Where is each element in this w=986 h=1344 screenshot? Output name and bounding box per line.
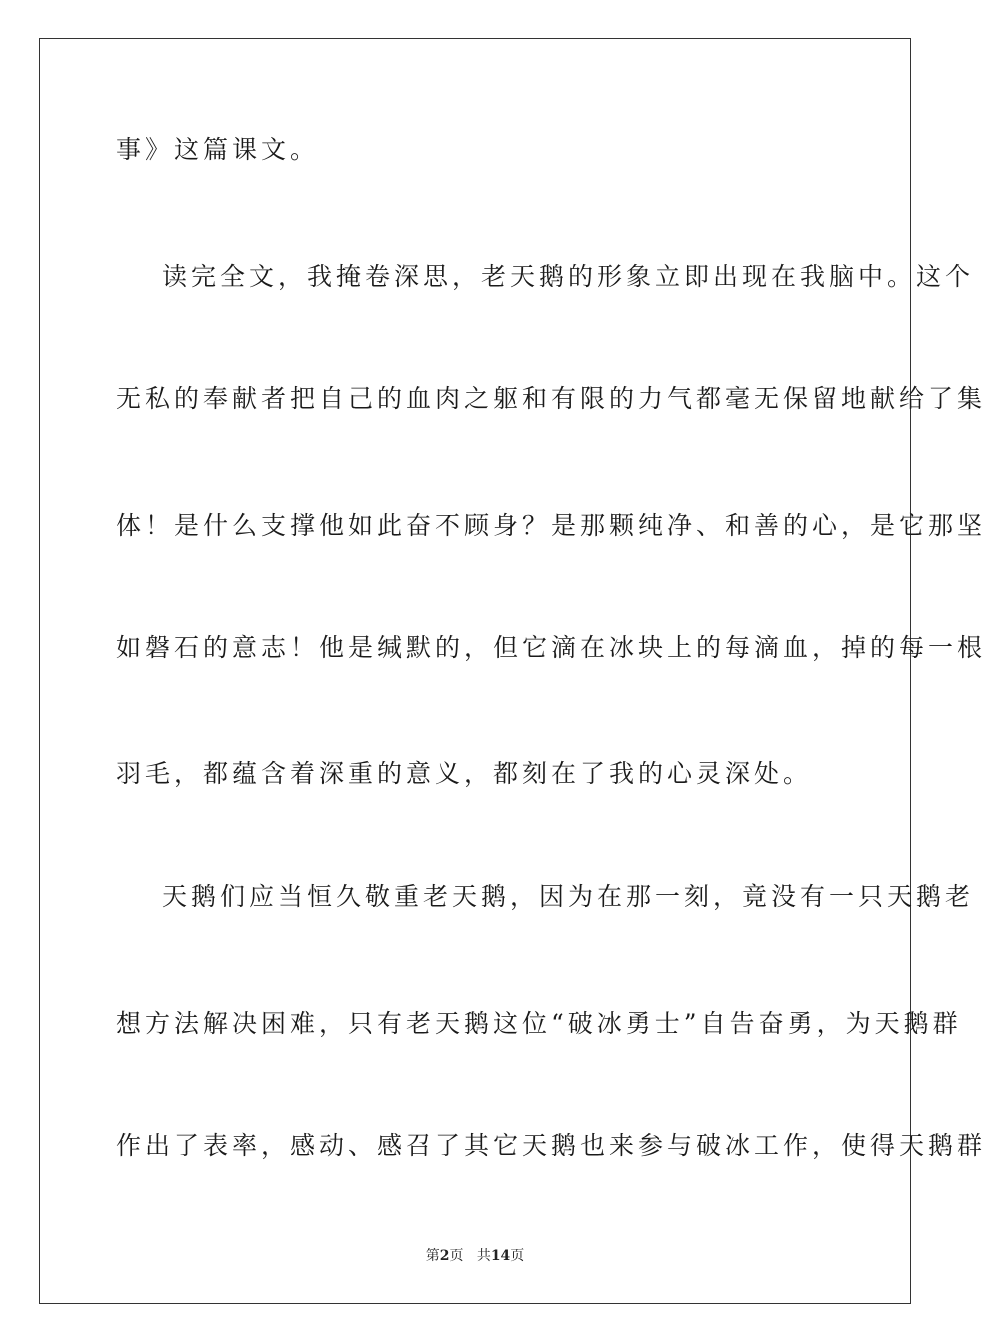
text-line-1: 事》这篇课文。	[116, 135, 320, 164]
page-prefix: 第	[425, 1248, 440, 1264]
text-line-6: 羽毛，都蕴含着深重的意义，都刻在了我的心灵深处。	[116, 759, 813, 788]
text-line-7: 天鹅们应当恒久敬重老天鹅，因为在那一刻，竟没有一只天鹅老	[162, 882, 975, 911]
total-prefix: 共	[476, 1248, 491, 1264]
total-pages: 14	[490, 1248, 511, 1264]
text-line-3: 无私的奉献者把自己的血肉之躯和有限的力气都毫无保留地献给了集	[116, 384, 986, 413]
page-suffix: 页	[449, 1248, 464, 1264]
page-border	[39, 38, 986, 1304]
text-line-2: 读完全文，我掩卷深思，老天鹅的形象立即出现在我脑中。这个	[162, 262, 975, 291]
page-footer	[0, 1247, 950, 1265]
page-number: 2	[439, 1248, 450, 1264]
text-line-9: 作出了表率，感动、感召了其它天鹅也来参与破冰工作，使得天鹅群	[116, 1131, 986, 1160]
text-line-4: 体！是什么支撑他如此奋不顾身？是那颗纯净、和善的心，是它那坚	[116, 511, 986, 540]
total-suffix: 页	[510, 1248, 525, 1264]
text-line-5: 如磐石的意志！他是缄默的，但它滴在冰块上的每滴血，掉的每一根	[116, 633, 986, 662]
text-line-8: 想方法解决困难，只有老天鹅这位“破冰勇士”自告奋勇，为天鹅群	[116, 1009, 962, 1038]
